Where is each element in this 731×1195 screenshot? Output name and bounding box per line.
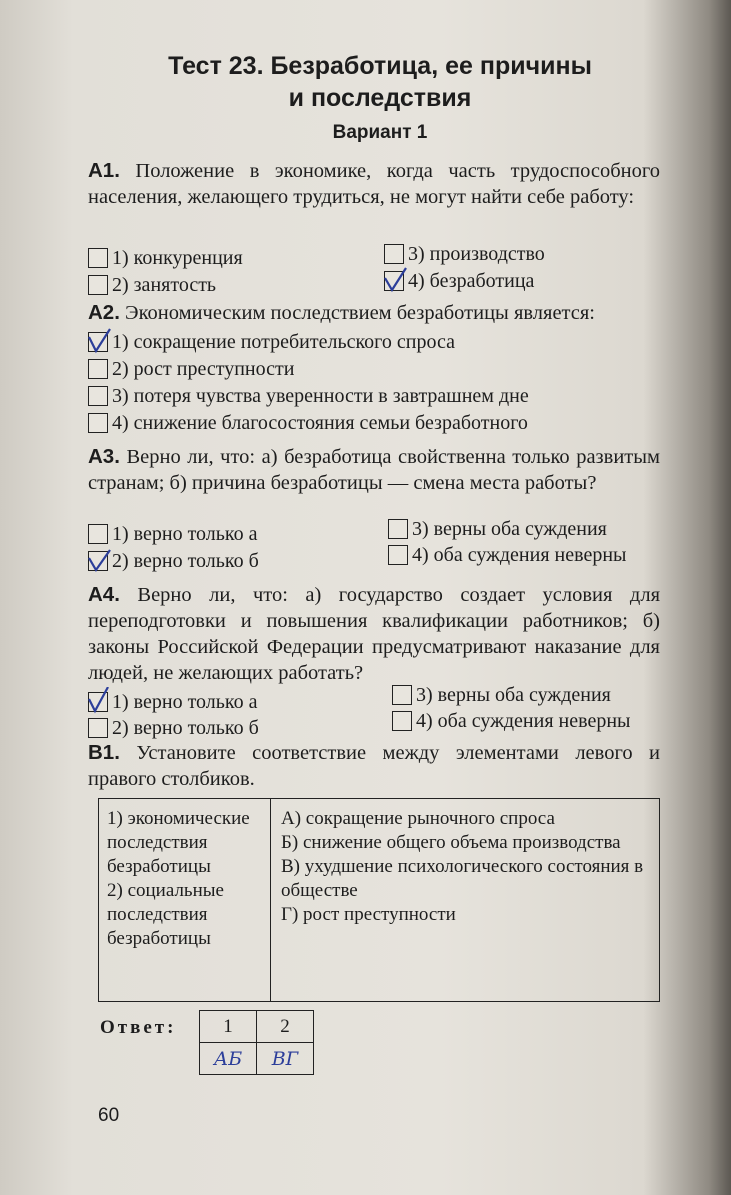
a1-option-3[interactable]	[384, 242, 545, 266]
checkbox[interactable]	[392, 711, 412, 731]
checkbox-checked[interactable]	[384, 271, 404, 291]
question-a3	[88, 444, 660, 496]
title-line-2: и последствия	[288, 84, 472, 112]
checkbox[interactable]	[88, 359, 108, 379]
check-mark-icon	[86, 327, 112, 355]
option-label: 1) верно только а	[112, 691, 258, 713]
page-title	[80, 50, 680, 114]
question-b1	[88, 740, 660, 792]
option-label: 3) производство	[408, 243, 545, 265]
question-text: Верно ли, что: а) безработица свойственна только развитым странам; б) причина безработицы — смена места работы?	[88, 446, 661, 494]
option-label: 1) конкуренция	[112, 247, 243, 269]
option-label: 3) верны оба суждения	[412, 518, 607, 540]
left-column	[99, 799, 271, 1001]
check-mark-icon	[382, 266, 408, 294]
a1-option-4[interactable]	[384, 269, 534, 293]
a2-option-3[interactable]	[88, 384, 529, 408]
right-item: Г) рост преступности	[281, 904, 456, 925]
check-mark-icon	[86, 687, 112, 715]
question-text: Экономическим последствием безработицы является:	[125, 302, 595, 324]
a1-option-2[interactable]	[88, 273, 216, 297]
checkbox[interactable]	[88, 386, 108, 406]
a3-option-2[interactable]	[88, 549, 259, 573]
option-label: 4) оба суждения неверны	[416, 710, 631, 732]
question-number: В1.	[88, 741, 120, 764]
question-number: А2.	[88, 301, 120, 324]
right-column	[271, 799, 659, 1001]
checkbox[interactable]	[88, 275, 108, 295]
answer-col-header: 2	[257, 1011, 314, 1043]
question-a4	[88, 582, 660, 686]
answer-label: Ответ:	[100, 1017, 177, 1038]
variant-heading: Вариант 1	[332, 122, 428, 143]
a2-option-4[interactable]	[88, 411, 528, 435]
checkbox[interactable]	[388, 545, 408, 565]
answer-table	[199, 1010, 314, 1075]
option-label: 3) верны оба суждения	[416, 684, 611, 706]
a4-option-1[interactable]	[88, 690, 257, 714]
option-label: 3) потеря чувства уверенности в завтрашнем дне	[112, 385, 529, 407]
checkbox[interactable]	[88, 524, 108, 544]
question-a1	[88, 158, 660, 210]
checkbox[interactable]	[392, 685, 412, 705]
option-label: 2) занятость	[112, 274, 217, 296]
a3-option-3[interactable]	[388, 517, 607, 541]
option-label: 1) сокращение потребительского спроса	[112, 331, 455, 353]
option-label: 4) оба суждения неверны	[412, 544, 627, 566]
answer-cell[interactable]: ВГ	[257, 1043, 314, 1075]
a2-option-1[interactable]	[88, 330, 455, 354]
a3-option-4[interactable]	[388, 543, 626, 567]
right-item: В) ухудшение психологического состояния в обществе	[281, 856, 644, 901]
question-text: Верно ли, что: а) государство создает условия для переподготовки и повышения квалификации работников; б) законы Российской Федерации предусматривают наказание для людей, не желающих работать?	[88, 584, 661, 684]
question-a2	[88, 300, 660, 326]
checkbox[interactable]	[88, 248, 108, 268]
option-label: 2) верно только б	[112, 717, 259, 739]
question-number: А1.	[88, 159, 120, 182]
option-label: 2) рост преступности	[112, 358, 295, 380]
option-label: 4) безработица	[408, 270, 535, 292]
left-item: 2) социальные последствия безработицы	[107, 880, 224, 949]
question-number: А4.	[88, 583, 120, 606]
answer-col-header: 1	[200, 1011, 257, 1043]
page-number: 60	[98, 1105, 120, 1126]
checkbox-checked[interactable]	[88, 332, 108, 352]
a4-option-4[interactable]	[392, 709, 630, 733]
option-label: 4) снижение благосостояния семьи безработного	[112, 412, 528, 434]
right-item: Б) снижение общего объема производства	[281, 832, 621, 853]
title-line-1: Тест 23. Безработица, ее причины	[168, 52, 592, 80]
question-text: Положение в экономике, когда часть трудоспособного населения, желающего трудиться, не могут найти себе работу:	[88, 160, 660, 208]
left-item: 1) экономические последствия безработицы	[107, 808, 250, 877]
matching-table	[98, 798, 660, 1002]
option-label: 1) верно только а	[112, 523, 258, 545]
question-text: Установите соответствие между элементами левого и правого столбиков.	[88, 742, 660, 790]
check-mark-icon	[86, 546, 112, 574]
option-label: 2) верно только б	[112, 550, 259, 572]
checkbox[interactable]	[388, 519, 408, 539]
checkbox[interactable]	[88, 718, 108, 738]
question-number: А3.	[88, 445, 120, 468]
checkbox-checked[interactable]	[88, 551, 108, 571]
a3-option-1[interactable]	[88, 522, 257, 546]
a4-option-3[interactable]	[392, 683, 611, 707]
a1-option-1[interactable]	[88, 246, 243, 270]
a4-option-2[interactable]	[88, 716, 259, 740]
checkbox[interactable]	[384, 244, 404, 264]
checkbox-checked[interactable]	[88, 692, 108, 712]
a2-option-2[interactable]	[88, 357, 294, 381]
right-item: А) сокращение рыночного спроса	[281, 808, 555, 829]
answer-cell[interactable]: АБ	[200, 1043, 257, 1075]
checkbox[interactable]	[88, 413, 108, 433]
